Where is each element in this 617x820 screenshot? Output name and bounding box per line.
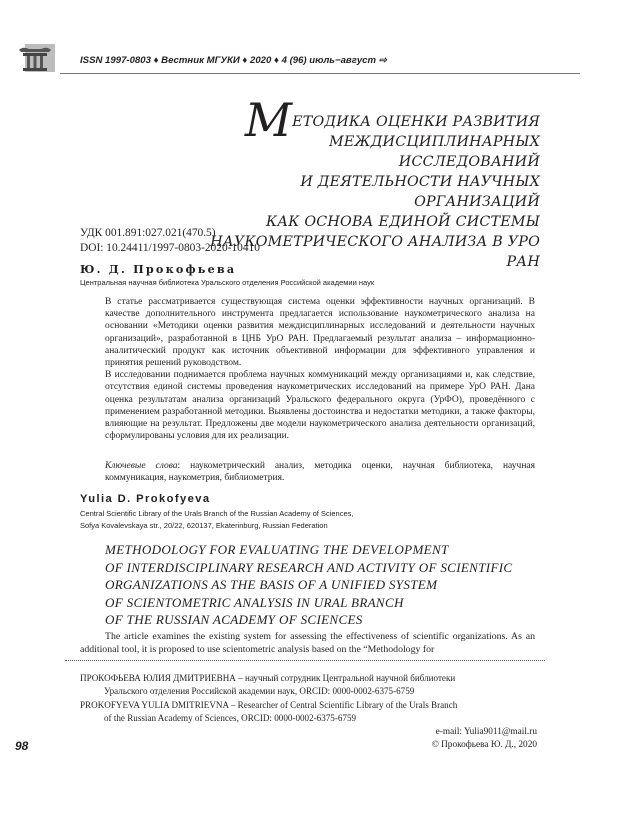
footnote-en-line-2: of the Russian Academy of Sciences, ORCID: 0000-0002-6375-6759 — [104, 712, 357, 723]
abstract-ru-paragraph-2: В исследовании поднимается проблема научных коммуникаций между организациями и, как следствие, отсутствия единой системы проведения наукометрических исследований на примере УрО РАН. Дана оценка результатам анализа организаций Уральского федерального округа (УрФО), проведённого с применением разработанной методики. Выявлены достоинства и недостатки методики, а также факторы, влияющие на результат. Предложены две модели наукометрического анализа деятельности организаций, сформулированы условия для их реализации. — [105, 370, 535, 442]
footnote-en — [80, 699, 550, 724]
affiliation-en-line-1: Central Scientific Library of the Urals Branch of the Russian Academy of Sciences, — [80, 509, 354, 518]
title-en-line-5: OF THE RUSSIAN ACADEMY OF SCIENCES — [105, 612, 363, 628]
abstract-ru-paragraph-1: В статье рассматривается существующая система оценки эффективности научных организаций. В качестве дополнительного инструмента предлагается использование наукометрического анализа на основании «Методики оценки развития междисциплинарных исследований и деятельности научных организаций», разработанной в ЦНБ УрО РАН. Предлагаемый результат анализа – информационно-аналитический продукт как источник объективной информации для эффективного управления и принятия решений руководством. — [105, 297, 535, 369]
article-title-en — [105, 541, 545, 629]
journal-header: ISSN 1997-0803 ♦ Вестник МГУКИ ♦ 2020 ♦ 4 (96) июль−август ⇨ — [80, 55, 387, 66]
title-line-3: И ДЕЯТЕЛЬНОСТИ НАУЧНЫХ ОРГАНИЗАЦИЙ — [300, 174, 540, 210]
footnote-en-line-1: PROKOFYEVA YULIA DMITRIEVNA – Researcher of Central Scientific Library of the Urals Branch — [80, 700, 458, 710]
copyright: © Прокофьева Ю. Д., 2020 — [431, 740, 537, 750]
title-en-line-2: OF INTERDISCIPLINARY RESEARCH AND ACTIVITY OF SCIENTIFIC — [105, 559, 513, 575]
title-en-line-1: METHODOLOGY FOR EVALUATING THE DEVELOPMENT — [105, 542, 449, 557]
footnote-divider — [65, 660, 545, 661]
doi: DOI: 10.24411/1997-0803-2020-10410 — [80, 242, 260, 254]
author-name-ru: Ю. Д. Прокофьева — [80, 262, 237, 276]
title-initial: М — [244, 93, 293, 147]
udc-code: УДК 001.891:027.021(470.5) — [80, 227, 216, 239]
title-line-5: НАУКОМЕТРИЧЕСКОГО АНАЛИЗА В УРО РАН — [210, 234, 540, 270]
keywords-ru — [105, 460, 535, 484]
author-email: e-mail: Yulia9011@mail.ru — [435, 727, 537, 737]
author-name-en: Yulia D. Prokofyeva — [80, 493, 211, 505]
title-line-2: МЕЖДИСЦИПЛИНАРНЫХ ИССЛЕДОВАНИЙ — [329, 134, 540, 170]
affiliation-en-line-2: Sofya Kovalevskaya str., 20/22, 620137, Ekaterinburg, Russian Federation — [80, 521, 328, 530]
title-line-1: МЕТОДИКА ОЦЕНКИ РАЗВИТИЯ — [244, 93, 540, 147]
footnote-ru-line-2: Уральского отделения Российской академии наук, ORCID: 0000-0002-6375-6759 — [104, 685, 415, 696]
page-number: 98 — [15, 739, 29, 753]
footnote-ru — [80, 672, 550, 697]
title-en-line-4: OF SCIENTOMETRIC ANALYSIS IN URAL BRANCH — [105, 594, 404, 610]
title-en-line-3: ORGANIZATIONS AS THE BASIS OF A UNIFIED SYSTEM — [105, 577, 438, 593]
keywords-label: Ключевые слова — [105, 461, 178, 471]
title-line-4: КАК ОСНОВА ЕДИНОЙ СИСТЕМЫ — [266, 214, 540, 230]
footnote-ru-line-1: ПРОКОФЬЕВА ЮЛИЯ ДМИТРИЕВНА – научный сотрудник Центральной научной библиотеки — [80, 673, 456, 683]
keywords-text: : наукометрический анализ, методика оценки, научная библиотека, научная коммуникация, наукометрия, библиометрия. — [105, 461, 535, 484]
abstract-en-paragraph: The article examines the existing system for assessing the effectiveness of scientific organizations. As an additional tool, it is proposed to use scientometric analysis based on the “Methodology for — [80, 631, 535, 655]
header-divider — [60, 73, 580, 74]
abstract-ru — [105, 296, 535, 442]
abstract-en — [80, 630, 535, 656]
affiliation-ru: Центральная научная библиотека Уральского отделения Российской академии наук — [80, 278, 375, 287]
journal-logo-icon — [15, 44, 55, 72]
